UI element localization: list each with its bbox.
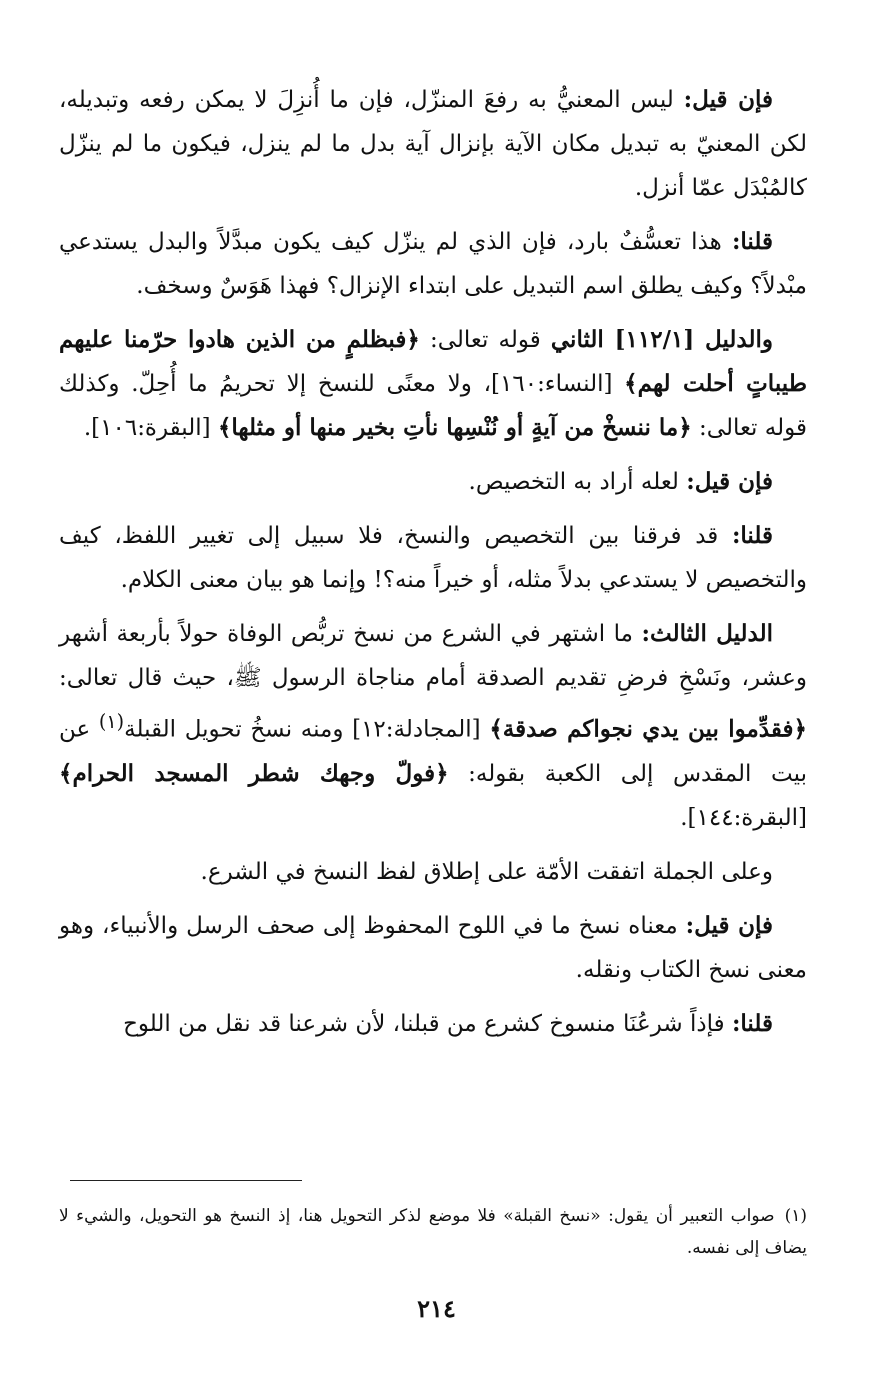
paragraph-text: قد فرقنا بين التخصيص والنسخ، فلا سبيل إلى تغيير اللفظ، كيف والتخصيص لا يستدعي بدلاً مثله، أو خيراً منه؟! وإنما هو بيان معنى الكلام.: [59, 523, 807, 593]
paragraph-text: فإذاً شرعُنَا منسوخ كشرع من قبلنا، لأن شرعنا قد نقل من اللوح: [123, 1010, 732, 1037]
paragraph-consensus: [59, 850, 807, 894]
paragraph-text: ليس المعنيُّ به رفعَ المنزّل، فإن ما أُنزِلَ لا يمكن رفعه وتبديله، لكن المعنيّ به تبديل مكان الآية بإنزال آية بدل ما لم ينزل، فيكون ما لم ينزّل كالمُبْدَل عمّا أنزل.: [59, 87, 807, 201]
paragraph-lead: الدليل الثالث:: [641, 620, 773, 647]
quran-quote: ﴿ما ننسخْ من آيةٍ أو نُنْسِها نأتِ بخير منها أو مثلها﴾: [217, 414, 692, 441]
paragraph-reply-3: [59, 1002, 807, 1046]
paragraph-lead: والدليل [١١٢/١] الثاني: [550, 326, 774, 353]
paragraph-lead: فإن قيل:: [685, 911, 773, 939]
paragraph-third-proof: [59, 612, 807, 840]
paragraph-text: هذا تعسُّفٌ بارد، فإن الذي لم ينزّل كيف يكون مبدَّلاً والبدل يستدعي مبْدلاً؟ وكيف يطلق اسم التبديل على ابتداء الإنزال؟ فهذا هَوَسٌ وسخف.: [59, 229, 807, 299]
paragraph-text: عن بيت المقدس إلى الكعبة بقوله:: [59, 716, 807, 787]
paragraph-text: [البقرة:١٤٤].: [680, 804, 807, 831]
footnote-text: صواب التعبير أن يقول: «نسخ القبلة» فلا موضع لذكر التحويل هنا، إذ النسخ هو التحويل، والشيء لا يضاف إلى نفسه.: [59, 1206, 807, 1258]
page-body: [59, 78, 807, 1056]
paragraph-lead: قلنا:: [731, 228, 773, 255]
paragraph-text: قوله تعالى:: [419, 327, 551, 353]
footnote: [59, 1200, 807, 1264]
quran-quote: ﴿فبظلمٍ من الذين هادوا حرّمنا عليهم طيباتٍ أحلت لهم﴾: [59, 326, 808, 397]
paragraph-lead: قلنا:: [731, 1009, 773, 1037]
paragraph-lead: فإن قيل:: [686, 468, 773, 495]
paragraph-objection-1: [59, 78, 807, 210]
quran-quote: ﴿فقدِّموا بين يدي نجواكم صدقة﴾: [489, 715, 807, 743]
paragraph-lead: فإن قيل:: [683, 86, 773, 113]
paragraph-lead: قلنا:: [731, 522, 773, 549]
paragraph-reply-2: [59, 514, 807, 602]
footnote-marker: (١): [784, 1206, 807, 1226]
paragraph-text: [المجادلة:١٢] ومنه نسخُ تحويل القبلة: [124, 716, 490, 743]
paragraph-objection-2: [59, 460, 807, 504]
paragraph-text: ما اشتهر في الشرع من نسخ تربُّص الوفاة حولاً بأربعة أشهر وعشر، ونَسْخِ فرضِ تقديم الصدقة أمام مناجاة الرسول ﷺ، حيث قال تعالى:: [59, 621, 807, 691]
paragraph-text: لعله أراد به التخصيص.: [468, 469, 687, 495]
paragraph-text: وعلى الجملة اتفقت الأمّة على إطلاق لفظ النسخ في الشرع.: [200, 858, 773, 885]
paragraph-second-proof: [59, 318, 807, 450]
footnote-reference[interactable]: (١): [98, 710, 125, 733]
footnote-divider: [70, 1180, 302, 1181]
page-number: ٢١٤: [417, 1294, 456, 1323]
paragraph-reply-1: [59, 220, 807, 308]
paragraph-text: [البقرة:١٠٦].: [83, 415, 218, 441]
paragraph-objection-3: [59, 904, 807, 992]
paragraph-text: [النساء:١٦٠]، ولا معنًى للنسخ إلا تحريمُ ما أُحِلّ. وكذلك قوله تعالى:: [59, 371, 807, 441]
paragraph-text: معناه نسخ ما في اللوح المحفوظ إلى صحف الرسل والأنبياء، وهو معنى نسخ الكتاب ونقله.: [59, 912, 807, 983]
quran-quote: ﴿فولّ وجهك شطر المسجد الحرام﴾: [59, 759, 449, 787]
